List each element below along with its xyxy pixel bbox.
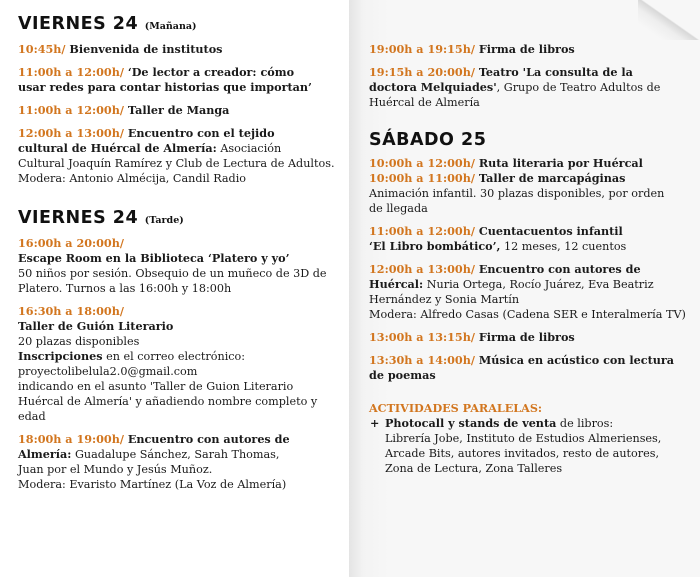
event-text: Huércal de Almería' y añadiendo nombre completo y bbox=[18, 395, 318, 408]
event-text: 12 meses, 12 cuentos bbox=[500, 240, 627, 253]
event-title: Encuentro con el tejido bbox=[123, 126, 275, 140]
event-title-cont: cultural de Huércal de Almería: bbox=[18, 141, 217, 155]
event-title: Taller de Guión Literario bbox=[18, 319, 174, 333]
event-time: 10:45h/ bbox=[18, 42, 66, 56]
event-text: Nuria Ortega, Rocío Juárez, Eva Beatriz bbox=[423, 278, 654, 291]
parallel-text: Zona de Lectura, Zona Talleres bbox=[385, 462, 563, 475]
event-text: Huércal de Almería bbox=[369, 96, 480, 109]
event-time: 11:00h a 12:00h/ bbox=[18, 65, 124, 79]
event-time: 19:00h a 19:15h/ bbox=[369, 42, 475, 56]
event-title-cont: doctora Melquiades' bbox=[369, 80, 497, 94]
event-title: ‘De lector a creador: cómo bbox=[123, 65, 295, 79]
event-time: 11:00h a 12:00h/ bbox=[18, 103, 124, 117]
event-title: Firma de libros bbox=[474, 330, 575, 344]
event-time: 16:00h a 20:00h/ bbox=[18, 236, 124, 250]
event-text: en el correo electrónico: bbox=[102, 350, 246, 363]
day-title: SÁBADO 25 bbox=[369, 130, 487, 150]
parallel-activities-item bbox=[369, 416, 692, 476]
event-text: , Grupo de Teatro Adultos de bbox=[496, 81, 661, 94]
day-heading-viernes-manana bbox=[18, 14, 341, 37]
event-email: proyectolibelula2.0@gmail.com bbox=[18, 365, 198, 378]
left-column bbox=[0, 0, 349, 577]
day-heading-viernes-tarde bbox=[18, 208, 341, 231]
event-tejido-cultural bbox=[18, 126, 341, 186]
event-time: 12:00h a 13:00h/ bbox=[18, 126, 124, 140]
event-text: edad bbox=[18, 410, 46, 423]
event-title: Escape Room en la Biblioteca ‘Platero y yo’ bbox=[18, 251, 290, 265]
event-title-cont: Huércal: bbox=[369, 277, 424, 291]
event-label: Inscripciones bbox=[18, 349, 103, 363]
event-text: 20 plazas disponibles bbox=[18, 335, 140, 348]
event-title: Firma de libros bbox=[474, 42, 575, 56]
event-time: 13:30h a 14:00h/ bbox=[369, 353, 475, 367]
event-text: Hernández y Sonia Martín bbox=[369, 293, 520, 306]
event-title: Ruta literaria por Huércal bbox=[474, 156, 643, 170]
event-lector-creador bbox=[18, 65, 341, 95]
event-title: Bienvenida de institutos bbox=[65, 42, 223, 56]
event-autores-almeria bbox=[18, 432, 341, 492]
event-time: 10:00h a 12:00h/ bbox=[369, 156, 475, 170]
day-title: VIERNES 24 bbox=[18, 14, 139, 34]
event-time: 19:15h a 20:00h/ bbox=[369, 65, 475, 79]
event-title-cont: Almería: bbox=[18, 447, 72, 461]
event-title-cont: usar redes para contar historias que importan’ bbox=[18, 80, 312, 94]
event-moderator: Modera: Antonio Almécija, Candil Radio bbox=[18, 172, 247, 185]
event-time: 10:00h a 11:00h/ bbox=[369, 171, 475, 185]
event-time: 12:00h a 13:00h/ bbox=[369, 262, 475, 276]
day-subtitle: (Mañana) bbox=[144, 21, 197, 32]
parallel-text: Librería Jobe, Instituto de Estudios Almerienses, bbox=[385, 432, 662, 445]
event-autores-huercal bbox=[369, 262, 692, 322]
event-time: 16:30h a 18:00h/ bbox=[18, 304, 124, 318]
event-escape-room bbox=[18, 236, 341, 296]
event-text: 50 niños por sesión. Obsequio de un muñeco de 3D de bbox=[18, 267, 327, 280]
event-title: Taller de marcapáginas bbox=[474, 171, 626, 185]
event-time: 11:00h a 12:00h/ bbox=[369, 224, 475, 238]
event-cuentacuentos bbox=[369, 224, 692, 254]
parallel-activities-heading: ACTIVIDADES PARALELAS: bbox=[369, 401, 543, 415]
page-curl bbox=[638, 0, 700, 40]
event-text: Juan por el Mundo y Jesús Muñoz. bbox=[18, 463, 213, 476]
event-firma-libros-viernes bbox=[369, 42, 692, 57]
event-taller-manga bbox=[18, 103, 341, 118]
event-title: Encuentro con autores de bbox=[123, 432, 290, 446]
event-title: Cuentacuentos infantil bbox=[474, 224, 623, 238]
parallel-text: Arcade Bits, autores invitados, resto de autores, bbox=[385, 447, 660, 460]
event-marcapaginas bbox=[369, 171, 692, 216]
event-text: Platero. Turnos a las 16:00h y 18:00h bbox=[18, 282, 232, 295]
event-text: indicando en el asunto 'Taller de Guion Literario bbox=[18, 380, 294, 393]
event-text: Asociación bbox=[216, 142, 282, 155]
event-musica-acustico bbox=[369, 353, 692, 383]
event-title: Encuentro con autores de bbox=[474, 262, 641, 276]
event-title: Teatro 'La consulta de la bbox=[474, 65, 633, 79]
day-heading-sabado bbox=[369, 130, 692, 151]
event-title-cont: ‘El Libro bombático’, bbox=[369, 239, 501, 253]
event-ruta-literaria bbox=[369, 156, 692, 171]
day-title: VIERNES 24 bbox=[18, 208, 139, 228]
plus-icon: + bbox=[370, 416, 380, 430]
event-taller-guion bbox=[18, 304, 341, 424]
parallel-text: de libros: bbox=[556, 417, 614, 430]
parallel-title: Photocall y stands de venta bbox=[385, 416, 557, 430]
event-time: 18:00h a 19:00h/ bbox=[18, 432, 124, 446]
event-moderator: Modera: Evaristo Martínez (La Voz de Almería) bbox=[18, 478, 287, 491]
event-teatro bbox=[369, 65, 692, 110]
event-bienvenida bbox=[18, 42, 341, 57]
event-text: de llegada bbox=[369, 202, 428, 215]
day-subtitle: (Tarde) bbox=[144, 215, 184, 226]
event-title-cont: de poemas bbox=[369, 368, 436, 382]
right-column bbox=[349, 0, 700, 577]
event-time: 13:00h a 13:15h/ bbox=[369, 330, 475, 344]
event-text: Cultural Joaquín Ramírez y Club de Lectura de Adultos. bbox=[18, 157, 335, 170]
event-text: Animación infantil. 30 plazas disponibles, por orden bbox=[369, 187, 665, 200]
event-text: Guadalupe Sánchez, Sarah Thomas, bbox=[71, 448, 280, 461]
event-firma-libros-sabado bbox=[369, 330, 692, 345]
event-title: Música en acústico con lectura bbox=[474, 353, 675, 367]
event-moderator: Modera: Alfredo Casas (Cadena SER e Interalmería TV) bbox=[369, 308, 686, 321]
event-title: Taller de Manga bbox=[123, 103, 230, 117]
